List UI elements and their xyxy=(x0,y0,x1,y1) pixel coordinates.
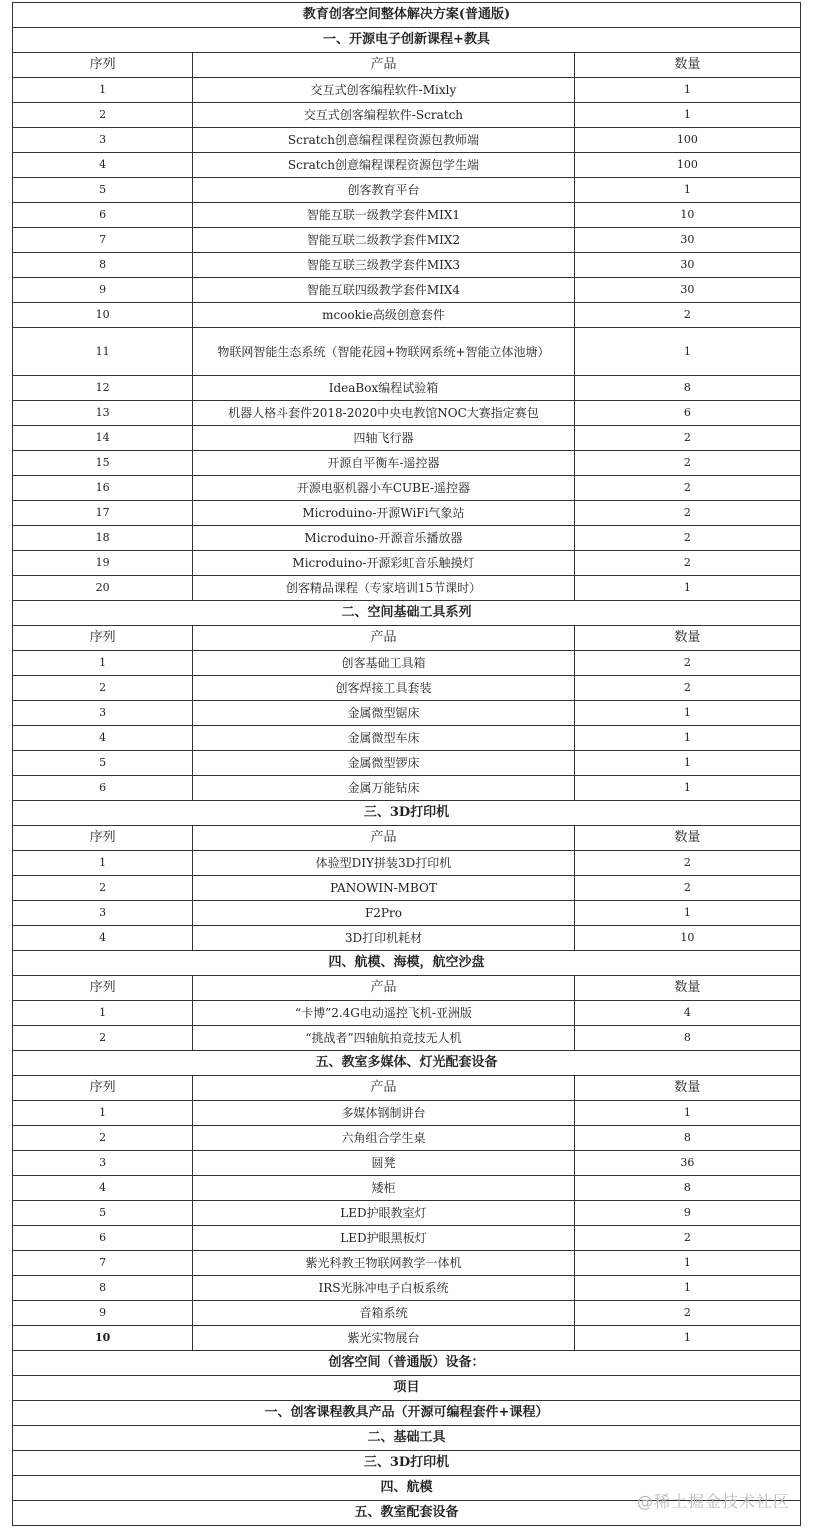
row-index-cell: 1 xyxy=(13,851,193,876)
product-name-cell: LED护眼黑板灯 xyxy=(193,1226,574,1251)
row-index-cell: 10 xyxy=(13,1326,193,1351)
quantity-cell: 1 xyxy=(574,776,800,801)
quantity-cell: 1 xyxy=(574,78,800,103)
quantity-cell: 1 xyxy=(574,901,800,926)
row-index-cell: 2 xyxy=(13,1026,193,1051)
row-index-cell: 16 xyxy=(13,476,193,501)
product-column-header: 产品 xyxy=(193,826,574,851)
solution-table xyxy=(12,2,801,1526)
product-name-cell: 金属微型锣床 xyxy=(193,751,574,776)
product-name-cell: 智能互联四级教学套件MIX4 xyxy=(193,278,574,303)
row-index-cell: 1 xyxy=(13,651,193,676)
table-row xyxy=(13,676,801,701)
row-index-cell: 15 xyxy=(13,451,193,476)
table-row xyxy=(13,701,801,726)
summary-title: 创客空间（普通版）设备： xyxy=(13,1351,801,1376)
quantity-cell: 30 xyxy=(574,278,800,303)
section-heading-row xyxy=(13,1051,801,1076)
table-row xyxy=(13,726,801,751)
product-name-cell: 开源电驱机器小车CUBE-遥控器 xyxy=(193,476,574,501)
row-index-cell: 4 xyxy=(13,926,193,951)
quantity-cell: 8 xyxy=(574,376,800,401)
quantity-cell: 2 xyxy=(574,426,800,451)
row-index-cell: 6 xyxy=(13,1226,193,1251)
table-row xyxy=(13,203,801,228)
table-row xyxy=(13,128,801,153)
row-index-cell: 20 xyxy=(13,576,193,601)
row-index-cell: 2 xyxy=(13,1126,193,1151)
quantity-column-header: 数量 xyxy=(574,1076,800,1101)
product-name-cell: 机器人格斗套件2018-2020中央电教馆NOC大赛指定赛包 xyxy=(193,401,574,426)
row-index-cell: 6 xyxy=(13,203,193,228)
row-index-cell: 17 xyxy=(13,501,193,526)
section-heading-row xyxy=(13,601,801,626)
table-row xyxy=(13,1251,801,1276)
row-index-cell: 5 xyxy=(13,1201,193,1226)
quantity-cell: 10 xyxy=(574,926,800,951)
table-row xyxy=(13,751,801,776)
table-row xyxy=(13,78,801,103)
quantity-column-header: 数量 xyxy=(574,626,800,651)
product-name-cell: 矮柜 xyxy=(193,1176,574,1201)
row-index-cell: 13 xyxy=(13,401,193,426)
product-name-cell: 体验型DIY拼装3D打印机 xyxy=(193,851,574,876)
product-name-cell: 智能互联三级教学套件MIX3 xyxy=(193,253,574,278)
product-name-cell: 四轴飞行器 xyxy=(193,426,574,451)
row-index-cell: 14 xyxy=(13,426,193,451)
product-name-cell: 物联网智能生态系统（智能花园+物联网系统+智能立体池塘） xyxy=(193,328,574,376)
product-name-cell: mcookie高级创意套件 xyxy=(193,303,574,328)
row-index-cell: 9 xyxy=(13,278,193,303)
quantity-cell: 1 xyxy=(574,1251,800,1276)
summary-item: 四、航模 xyxy=(13,1476,801,1501)
product-name-cell: 智能互联二级教学套件MIX2 xyxy=(193,228,574,253)
table-row xyxy=(13,1101,801,1126)
product-name-cell: Microduino-开源WiFi气象站 xyxy=(193,501,574,526)
table-row xyxy=(13,1201,801,1226)
table-row xyxy=(13,476,801,501)
table-row xyxy=(13,278,801,303)
quantity-cell: 9 xyxy=(574,1201,800,1226)
table-row xyxy=(13,901,801,926)
quantity-cell: 1 xyxy=(574,1276,800,1301)
row-index-cell: 1 xyxy=(13,1101,193,1126)
product-column-header: 产品 xyxy=(193,53,574,78)
index-column-header: 序列 xyxy=(13,826,193,851)
product-name-cell: 智能互联一级教学套件MIX1 xyxy=(193,203,574,228)
product-name-cell: 六角组合学生桌 xyxy=(193,1126,574,1151)
table-row xyxy=(13,1126,801,1151)
summary-item: 一、创客课程教具产品（开源可编程套件+课程） xyxy=(13,1401,801,1426)
quantity-cell: 2 xyxy=(574,1301,800,1326)
quantity-cell: 6 xyxy=(574,401,800,426)
quantity-cell: 36 xyxy=(574,1151,800,1176)
table-row xyxy=(13,876,801,901)
product-name-cell: 多媒体钢制讲台 xyxy=(193,1101,574,1126)
quantity-cell: 8 xyxy=(574,1176,800,1201)
section-heading-row xyxy=(13,28,801,53)
quantity-cell: 4 xyxy=(574,1001,800,1026)
index-column-header: 序列 xyxy=(13,53,193,78)
row-index-cell: 1 xyxy=(13,78,193,103)
product-name-cell: 开源自平衡车-遥控器 xyxy=(193,451,574,476)
table-row xyxy=(13,851,801,876)
row-index-cell: 6 xyxy=(13,776,193,801)
product-name-cell: 创客教育平台 xyxy=(193,178,574,203)
quantity-column-header: 数量 xyxy=(574,53,800,78)
quantity-cell: 1 xyxy=(574,1101,800,1126)
product-column-header: 产品 xyxy=(193,626,574,651)
section-heading: 二、空间基础工具系列 xyxy=(13,601,801,626)
section-heading: 三、3D打印机 xyxy=(13,801,801,826)
summary-heading-row xyxy=(13,1376,801,1401)
quantity-cell: 8 xyxy=(574,1126,800,1151)
row-index-cell: 5 xyxy=(13,178,193,203)
quantity-cell: 2 xyxy=(574,451,800,476)
table-row xyxy=(13,776,801,801)
section-heading: 五、教室多媒体、灯光配套设备 xyxy=(13,1051,801,1076)
quantity-cell: 2 xyxy=(574,651,800,676)
row-index-cell: 2 xyxy=(13,103,193,128)
row-index-cell: 3 xyxy=(13,901,193,926)
product-name-cell: IdeaBox编程试验箱 xyxy=(193,376,574,401)
row-index-cell: 5 xyxy=(13,751,193,776)
quantity-cell: 2 xyxy=(574,501,800,526)
product-name-cell: 交互式创客编程软件-Scratch xyxy=(193,103,574,128)
table-row xyxy=(13,328,801,376)
product-name-cell: Microduino-开源音乐播放器 xyxy=(193,526,574,551)
summary-item-row xyxy=(13,1451,801,1476)
summary-item: 三、3D打印机 xyxy=(13,1451,801,1476)
product-name-cell: “卡博”2.4G电动遥控飞机-亚洲版 xyxy=(193,1001,574,1026)
product-name-cell: F2Pro xyxy=(193,901,574,926)
quantity-cell: 2 xyxy=(574,1226,800,1251)
table-row xyxy=(13,1276,801,1301)
product-name-cell: 金属万能钻床 xyxy=(193,776,574,801)
quantity-cell: 100 xyxy=(574,153,800,178)
quantity-cell: 2 xyxy=(574,851,800,876)
table-row xyxy=(13,576,801,601)
product-name-cell: 紫光科教王物联网教学一体机 xyxy=(193,1251,574,1276)
table-row xyxy=(13,1301,801,1326)
row-index-cell: 9 xyxy=(13,1301,193,1326)
row-index-cell: 4 xyxy=(13,726,193,751)
quantity-cell: 1 xyxy=(574,178,800,203)
title-row xyxy=(13,3,801,28)
product-column-header: 产品 xyxy=(193,1076,574,1101)
product-name-cell: PANOWIN-MBOT xyxy=(193,876,574,901)
summary-item: 五、教室配套设备 xyxy=(13,1501,801,1526)
table-row xyxy=(13,526,801,551)
table-row xyxy=(13,451,801,476)
quantity-column-header: 数量 xyxy=(574,826,800,851)
quantity-cell: 1 xyxy=(574,103,800,128)
product-name-cell: 3D打印机耗材 xyxy=(193,926,574,951)
section-heading-row xyxy=(13,801,801,826)
column-header-row xyxy=(13,826,801,851)
row-index-cell: 10 xyxy=(13,303,193,328)
quantity-cell: 100 xyxy=(574,128,800,153)
index-column-header: 序列 xyxy=(13,976,193,1001)
table-row xyxy=(13,651,801,676)
product-name-cell: 创客精品课程（专家培训15节课时） xyxy=(193,576,574,601)
product-name-cell: 创客焊接工具套装 xyxy=(193,676,574,701)
product-name-cell: Scratch创意编程课程资源包学生端 xyxy=(193,153,574,178)
row-index-cell: 2 xyxy=(13,676,193,701)
index-column-header: 序列 xyxy=(13,1076,193,1101)
table-row xyxy=(13,153,801,178)
row-index-cell: 11 xyxy=(13,328,193,376)
table-row xyxy=(13,1001,801,1026)
row-index-cell: 12 xyxy=(13,376,193,401)
quantity-cell: 30 xyxy=(574,228,800,253)
quantity-column-header: 数量 xyxy=(574,976,800,1001)
table-row xyxy=(13,926,801,951)
row-index-cell: 4 xyxy=(13,1176,193,1201)
product-name-cell: 交互式创客编程软件-Mixly xyxy=(193,78,574,103)
table-title: 教育创客空间整体解决方案(普通版) xyxy=(13,3,801,28)
quantity-cell: 1 xyxy=(574,701,800,726)
row-index-cell: 3 xyxy=(13,1151,193,1176)
table-row xyxy=(13,1151,801,1176)
column-header-row xyxy=(13,976,801,1001)
summary-item-row xyxy=(13,1401,801,1426)
product-name-cell: 音箱系统 xyxy=(193,1301,574,1326)
quantity-cell: 2 xyxy=(574,476,800,501)
row-index-cell: 7 xyxy=(13,1251,193,1276)
row-index-cell: 2 xyxy=(13,876,193,901)
section-heading: 四、航模、海模，航空沙盘 xyxy=(13,951,801,976)
quantity-cell: 8 xyxy=(574,1026,800,1051)
quantity-cell: 1 xyxy=(574,328,800,376)
summary-title-row xyxy=(13,1351,801,1376)
quantity-cell: 30 xyxy=(574,253,800,278)
row-index-cell: 18 xyxy=(13,526,193,551)
section-heading-row xyxy=(13,951,801,976)
product-name-cell: 圆凳 xyxy=(193,1151,574,1176)
table-row xyxy=(13,253,801,278)
summary-item: 二、基础工具 xyxy=(13,1426,801,1451)
row-index-cell: 8 xyxy=(13,253,193,278)
row-index-cell: 8 xyxy=(13,1276,193,1301)
product-name-cell: Microduino-开源彩虹音乐触摸灯 xyxy=(193,551,574,576)
table-row xyxy=(13,426,801,451)
table-row xyxy=(13,303,801,328)
table-row xyxy=(13,501,801,526)
quantity-cell: 10 xyxy=(574,203,800,228)
row-index-cell: 19 xyxy=(13,551,193,576)
row-index-cell: 7 xyxy=(13,228,193,253)
column-header-row xyxy=(13,626,801,651)
quantity-cell: 2 xyxy=(574,551,800,576)
table-row xyxy=(13,1026,801,1051)
product-name-cell: 金属微型锯床 xyxy=(193,701,574,726)
quantity-cell: 1 xyxy=(574,1326,800,1351)
quantity-cell: 2 xyxy=(574,303,800,328)
watermark: @稀土掘金技术社区 xyxy=(636,1492,790,1511)
summary-item-row xyxy=(13,1426,801,1451)
quantity-cell: 1 xyxy=(574,576,800,601)
row-index-cell: 1 xyxy=(13,1001,193,1026)
row-index-cell: 3 xyxy=(13,128,193,153)
section-heading: 一、开源电子创新课程+教具 xyxy=(13,28,801,53)
table-row xyxy=(13,1326,801,1351)
summary-heading: 项目 xyxy=(13,1376,801,1401)
table-row xyxy=(13,103,801,128)
product-name-cell: IRS光脉冲电子白板系统 xyxy=(193,1276,574,1301)
table-row xyxy=(13,376,801,401)
table-body xyxy=(13,3,801,1526)
table-row xyxy=(13,228,801,253)
index-column-header: 序列 xyxy=(13,626,193,651)
product-name-cell: 紫光实物展台 xyxy=(193,1326,574,1351)
table-row xyxy=(13,1176,801,1201)
table-row xyxy=(13,178,801,203)
table-row xyxy=(13,551,801,576)
quantity-cell: 2 xyxy=(574,526,800,551)
quantity-cell: 1 xyxy=(574,751,800,776)
column-header-row xyxy=(13,53,801,78)
quantity-cell: 1 xyxy=(574,726,800,751)
column-header-row xyxy=(13,1076,801,1101)
product-name-cell: 创客基础工具箱 xyxy=(193,651,574,676)
quantity-cell: 2 xyxy=(574,676,800,701)
product-name-cell: LED护眼教室灯 xyxy=(193,1201,574,1226)
product-column-header: 产品 xyxy=(193,976,574,1001)
product-name-cell: Scratch创意编程课程资源包教师端 xyxy=(193,128,574,153)
row-index-cell: 4 xyxy=(13,153,193,178)
quantity-cell: 2 xyxy=(574,876,800,901)
table-row xyxy=(13,401,801,426)
product-name-cell: “挑战者”四轴航拍竞技无人机 xyxy=(193,1026,574,1051)
product-name-cell: 金属微型车床 xyxy=(193,726,574,751)
row-index-cell: 3 xyxy=(13,701,193,726)
table-row xyxy=(13,1226,801,1251)
